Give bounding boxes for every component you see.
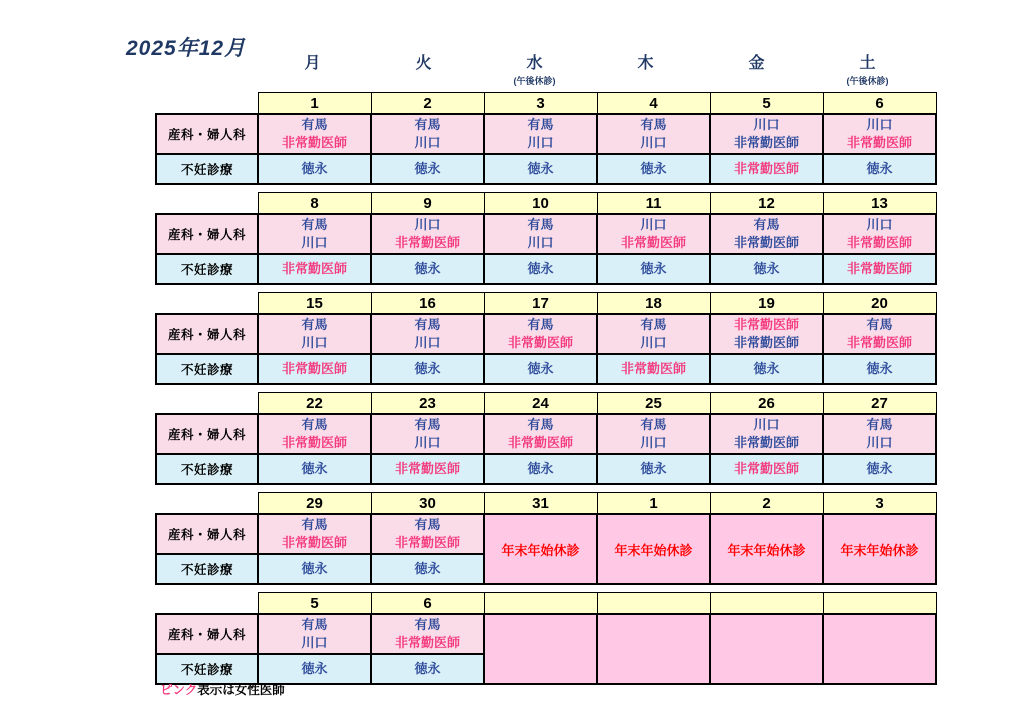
schedule-cell-obgyn <box>823 114 936 154</box>
schedule-cell-obgyn <box>484 414 597 454</box>
date-cell: 17 <box>484 293 597 315</box>
schedule-cell-obgyn <box>371 514 484 554</box>
date-cell: 31 <box>484 493 597 515</box>
closed-cell: 年末年始休診 <box>484 514 597 584</box>
fertility-row <box>156 254 936 284</box>
doctor-name: 非常勤医師 <box>733 460 799 476</box>
doctor-name: 有馬 <box>640 416 667 432</box>
schedule-cell-fertility <box>258 254 371 284</box>
doctor-name: 有馬 <box>414 316 441 332</box>
row-label-obgyn: 産科・婦人科 <box>156 514 258 554</box>
doctor-name: 川口 <box>301 635 328 650</box>
schedule-cell-fertility <box>484 354 597 384</box>
doctor-name: 非常勤医師 <box>733 235 799 250</box>
date-cell: 19 <box>710 293 823 315</box>
legend-text: 表示は女性医師 <box>197 683 285 697</box>
schedule-cell-obgyn <box>484 314 597 354</box>
doctor-name: 有馬 <box>866 416 893 432</box>
closed-cell <box>823 614 936 684</box>
schedule-cell-fertility <box>710 354 823 384</box>
fertility-row <box>156 454 936 484</box>
doctor-name: 非常勤医師 <box>733 160 799 176</box>
doctor-name: 非常勤医師 <box>846 135 912 150</box>
doctor-name: 有馬 <box>414 616 441 632</box>
corner-spacer <box>156 93 258 115</box>
doctor-name: 非常勤医師 <box>394 460 460 476</box>
doctor-name: 徳永 <box>866 360 893 376</box>
schedule-cell-obgyn <box>371 614 484 654</box>
schedule-cell-obgyn <box>710 414 823 454</box>
fertility-row <box>156 154 936 184</box>
schedule-cell-obgyn <box>710 314 823 354</box>
doctor-name: 川口 <box>414 135 441 150</box>
date-cell: 20 <box>823 293 936 315</box>
schedule-cell-obgyn <box>710 214 823 254</box>
date-cell <box>710 593 823 615</box>
row-label-obgyn: 産科・婦人科 <box>156 114 258 154</box>
doctor-name: 有馬 <box>414 116 441 132</box>
corner-spacer <box>156 393 258 415</box>
schedule-cell-fertility <box>371 654 484 684</box>
weekday-label: 金 <box>748 55 765 72</box>
doctor-name: 有馬 <box>640 316 667 332</box>
doctor-name: 徳永 <box>640 160 667 176</box>
weekday-label: 土 <box>859 55 876 72</box>
row-label-fertility: 不妊診療 <box>156 654 258 684</box>
doctor-name: 非常勤医師 <box>620 235 686 250</box>
weekday-label: 月 <box>304 55 321 72</box>
date-cell: 12 <box>710 193 823 215</box>
doctor-name: 川口 <box>640 335 667 350</box>
row-label-fertility: 不妊診療 <box>156 354 258 384</box>
doctor-name: 非常勤医師 <box>281 260 347 276</box>
schedule-cell-fertility <box>597 454 710 484</box>
schedule-cell-obgyn <box>371 214 484 254</box>
corner-spacer <box>156 293 258 315</box>
corner-spacer <box>156 193 258 215</box>
date-cell: 2 <box>710 493 823 515</box>
row-label-fertility: 不妊診療 <box>156 154 258 184</box>
schedule-cell-obgyn <box>823 214 936 254</box>
doctor-name: 有馬 <box>301 416 328 432</box>
schedule-cell-fertility <box>484 454 597 484</box>
row-label-obgyn: 産科・婦人科 <box>156 614 258 654</box>
doctor-name: 非常勤医師 <box>507 335 573 350</box>
schedule-cell-obgyn <box>484 114 597 154</box>
doctor-name: 徳永 <box>301 160 328 176</box>
closed-cell <box>597 614 710 684</box>
schedule-cell-obgyn <box>710 114 823 154</box>
doctor-name: 非常勤医師 <box>394 535 460 550</box>
schedule-cell-fertility <box>710 454 823 484</box>
schedule-cell-fertility <box>597 254 710 284</box>
obgyn-row <box>156 314 936 354</box>
weekday-subnote: (午後休診) <box>513 76 556 86</box>
schedule-cell-obgyn <box>484 214 597 254</box>
doctor-name: 有馬 <box>301 216 328 232</box>
date-cell: 18 <box>597 293 710 315</box>
doctor-name: 非常勤医師 <box>620 360 686 376</box>
legend-note <box>160 680 285 698</box>
week-table <box>155 592 937 685</box>
doctor-name: 非常勤医師 <box>733 316 799 332</box>
doctor-name: 徳永 <box>527 260 554 276</box>
doctor-name: 徳永 <box>753 260 780 276</box>
week-table <box>155 92 937 185</box>
doctor-name: 川口 <box>301 335 328 350</box>
doctor-name: 徳永 <box>753 360 780 376</box>
doctor-name: 川口 <box>527 235 554 250</box>
doctor-name: 非常勤医師 <box>281 135 347 150</box>
schedule-cell-obgyn <box>823 414 936 454</box>
doctor-name: 有馬 <box>753 216 780 232</box>
date-cell: 6 <box>371 593 484 615</box>
schedule-cell-fertility <box>371 454 484 484</box>
doctor-name: 有馬 <box>866 316 893 332</box>
doctor-name: 徳永 <box>866 460 893 476</box>
date-row <box>156 93 936 115</box>
date-cell: 24 <box>484 393 597 415</box>
doctor-name: 非常勤医師 <box>281 535 347 550</box>
row-label-fertility: 不妊診療 <box>156 454 258 484</box>
weekday-header-row <box>257 50 923 87</box>
schedule-cell-obgyn <box>597 314 710 354</box>
doctor-name: 非常勤医師 <box>846 235 912 250</box>
doctor-name: 徳永 <box>414 360 441 376</box>
schedule-cell-obgyn <box>823 314 936 354</box>
date-cell <box>597 593 710 615</box>
date-cell: 27 <box>823 393 936 415</box>
doctor-name: 有馬 <box>527 316 554 332</box>
doctor-name: 川口 <box>527 135 554 150</box>
date-cell: 3 <box>484 93 597 115</box>
schedule-cell-obgyn <box>371 414 484 454</box>
doctor-name: 徳永 <box>301 460 328 476</box>
weekday-header <box>701 50 812 87</box>
schedule-cell-obgyn <box>597 114 710 154</box>
date-cell: 5 <box>710 93 823 115</box>
schedule-cell-obgyn <box>258 514 371 554</box>
doctor-name: 非常勤医師 <box>281 435 347 450</box>
doctor-name: 徳永 <box>414 160 441 176</box>
row-label-fertility: 不妊診療 <box>156 254 258 284</box>
obgyn-row <box>156 514 936 554</box>
date-cell: 1 <box>258 93 371 115</box>
weekday-header <box>479 50 590 87</box>
doctor-name: 有馬 <box>527 216 554 232</box>
doctor-name: 非常勤医師 <box>281 360 347 376</box>
schedule-cell-obgyn <box>597 414 710 454</box>
row-label-obgyn: 産科・婦人科 <box>156 214 258 254</box>
page-title: 2025年12月 <box>126 37 247 60</box>
row-label-obgyn: 産科・婦人科 <box>156 314 258 354</box>
doctor-name: 徳永 <box>414 260 441 276</box>
corner-spacer <box>156 493 258 515</box>
schedule-cell-obgyn <box>258 214 371 254</box>
schedule-cell-obgyn <box>597 214 710 254</box>
date-cell: 22 <box>258 393 371 415</box>
date-cell: 1 <box>597 493 710 515</box>
date-cell: 10 <box>484 193 597 215</box>
doctor-name: 有馬 <box>301 616 328 632</box>
doctor-name: 有馬 <box>301 316 328 332</box>
week-table <box>155 392 937 485</box>
date-cell: 6 <box>823 93 936 115</box>
schedule-cell-fertility <box>710 154 823 184</box>
doctor-name: 有馬 <box>640 116 667 132</box>
weekday-header <box>368 50 479 87</box>
schedule-cell-obgyn <box>371 314 484 354</box>
doctor-name: 川口 <box>640 216 667 232</box>
doctor-name: 非常勤医師 <box>394 235 460 250</box>
closed-cell <box>484 614 597 684</box>
weekday-subnote <box>701 74 812 87</box>
schedule-cell-fertility <box>823 254 936 284</box>
date-cell <box>823 593 936 615</box>
doctor-name: 徳永 <box>640 460 667 476</box>
date-cell: 25 <box>597 393 710 415</box>
date-row <box>156 493 936 515</box>
schedule-cell-obgyn <box>258 114 371 154</box>
doctor-name: 徳永 <box>414 560 441 576</box>
date-row <box>156 393 936 415</box>
schedule-cell-fertility <box>484 154 597 184</box>
schedule-cell-fertility <box>258 154 371 184</box>
obgyn-row <box>156 114 936 154</box>
date-cell: 9 <box>371 193 484 215</box>
date-row <box>156 293 936 315</box>
schedule-cell-fertility <box>371 354 484 384</box>
schedule-cell-fertility <box>258 354 371 384</box>
schedule-cell-fertility <box>258 454 371 484</box>
doctor-name: 有馬 <box>414 416 441 432</box>
date-cell: 11 <box>597 193 710 215</box>
corner-spacer <box>156 593 258 615</box>
doctor-name: 徳永 <box>414 660 441 676</box>
schedule-cell-fertility <box>823 154 936 184</box>
date-cell <box>484 593 597 615</box>
weekday-header <box>812 50 923 87</box>
date-cell: 15 <box>258 293 371 315</box>
schedule-cell-fertility <box>371 154 484 184</box>
closed-cell: 年末年始休診 <box>823 514 936 584</box>
doctor-name: 川口 <box>866 216 893 232</box>
doctor-name: 非常勤医師 <box>507 435 573 450</box>
date-cell: 8 <box>258 193 371 215</box>
closed-cell <box>710 614 823 684</box>
doctor-name: 川口 <box>640 135 667 150</box>
schedule-cell-fertility <box>597 354 710 384</box>
legend-pink-word: ピンク <box>160 683 198 697</box>
weekday-subnote <box>368 74 479 87</box>
doctor-name: 川口 <box>301 235 328 250</box>
week-table <box>155 292 937 385</box>
doctor-name: 川口 <box>640 435 667 450</box>
date-cell: 4 <box>597 93 710 115</box>
date-cell: 16 <box>371 293 484 315</box>
doctor-name: 徳永 <box>527 160 554 176</box>
obgyn-row <box>156 614 936 654</box>
date-cell: 5 <box>258 593 371 615</box>
schedule-cell-fertility <box>597 154 710 184</box>
doctor-name: 川口 <box>414 216 441 232</box>
doctor-name: 川口 <box>414 335 441 350</box>
date-row <box>156 193 936 215</box>
doctor-name: 非常勤医師 <box>733 335 799 350</box>
doctor-name: 有馬 <box>527 416 554 432</box>
fertility-row <box>156 354 936 384</box>
doctor-name: 非常勤医師 <box>846 335 912 350</box>
date-cell: 13 <box>823 193 936 215</box>
doctor-name: 徳永 <box>866 160 893 176</box>
doctor-name: 有馬 <box>527 116 554 132</box>
schedule-cell-obgyn <box>258 414 371 454</box>
schedule-cell-fertility <box>371 554 484 584</box>
date-cell: 23 <box>371 393 484 415</box>
doctor-name: 川口 <box>414 435 441 450</box>
schedule-cell-fertility <box>823 454 936 484</box>
schedule-cell-obgyn <box>371 114 484 154</box>
schedule-cell-fertility <box>371 254 484 284</box>
doctor-name: 非常勤医師 <box>733 435 799 450</box>
schedule-cell-fertility <box>823 354 936 384</box>
doctor-name: 非常勤医師 <box>733 135 799 150</box>
weekday-header <box>257 50 368 87</box>
doctor-name: 非常勤医師 <box>394 635 460 650</box>
doctor-name: 川口 <box>753 416 780 432</box>
doctor-name: 非常勤医師 <box>846 260 912 276</box>
weekday-subnote <box>590 74 701 87</box>
obgyn-row <box>156 414 936 454</box>
doctor-name: 徳永 <box>527 360 554 376</box>
weekday-subnote: (午後休診) <box>846 76 889 86</box>
date-cell: 2 <box>371 93 484 115</box>
schedule-cell-fertility <box>258 554 371 584</box>
doctor-name: 有馬 <box>301 116 328 132</box>
doctor-name: 徳永 <box>301 560 328 576</box>
weekday-label: 水 <box>526 55 543 72</box>
doctor-name: 川口 <box>753 116 780 132</box>
schedule-cell-obgyn <box>258 314 371 354</box>
date-cell: 3 <box>823 493 936 515</box>
weekday-subnote <box>257 74 368 87</box>
schedule-cell-obgyn <box>258 614 371 654</box>
doctor-name: 有馬 <box>301 516 328 532</box>
schedule-cell-fertility <box>484 254 597 284</box>
weekday-label: 木 <box>637 55 654 72</box>
weekday-label: 火 <box>415 55 432 72</box>
calendar-weeks <box>155 92 937 692</box>
doctor-name: 川口 <box>866 435 893 450</box>
week-table <box>155 192 937 285</box>
schedule-cell-fertility <box>710 254 823 284</box>
closed-cell: 年末年始休診 <box>710 514 823 584</box>
doctor-name: 川口 <box>866 116 893 132</box>
row-label-obgyn: 産科・婦人科 <box>156 414 258 454</box>
doctor-name: 有馬 <box>414 516 441 532</box>
obgyn-row <box>156 214 936 254</box>
date-cell: 26 <box>710 393 823 415</box>
date-row <box>156 593 936 615</box>
weekday-header <box>590 50 701 87</box>
date-cell: 30 <box>371 493 484 515</box>
doctor-name: 徳永 <box>527 460 554 476</box>
doctor-name: 徳永 <box>301 660 328 676</box>
closed-cell: 年末年始休診 <box>597 514 710 584</box>
doctor-name: 徳永 <box>640 260 667 276</box>
row-label-fertility: 不妊診療 <box>156 554 258 584</box>
week-table <box>155 492 937 585</box>
date-cell: 29 <box>258 493 371 515</box>
